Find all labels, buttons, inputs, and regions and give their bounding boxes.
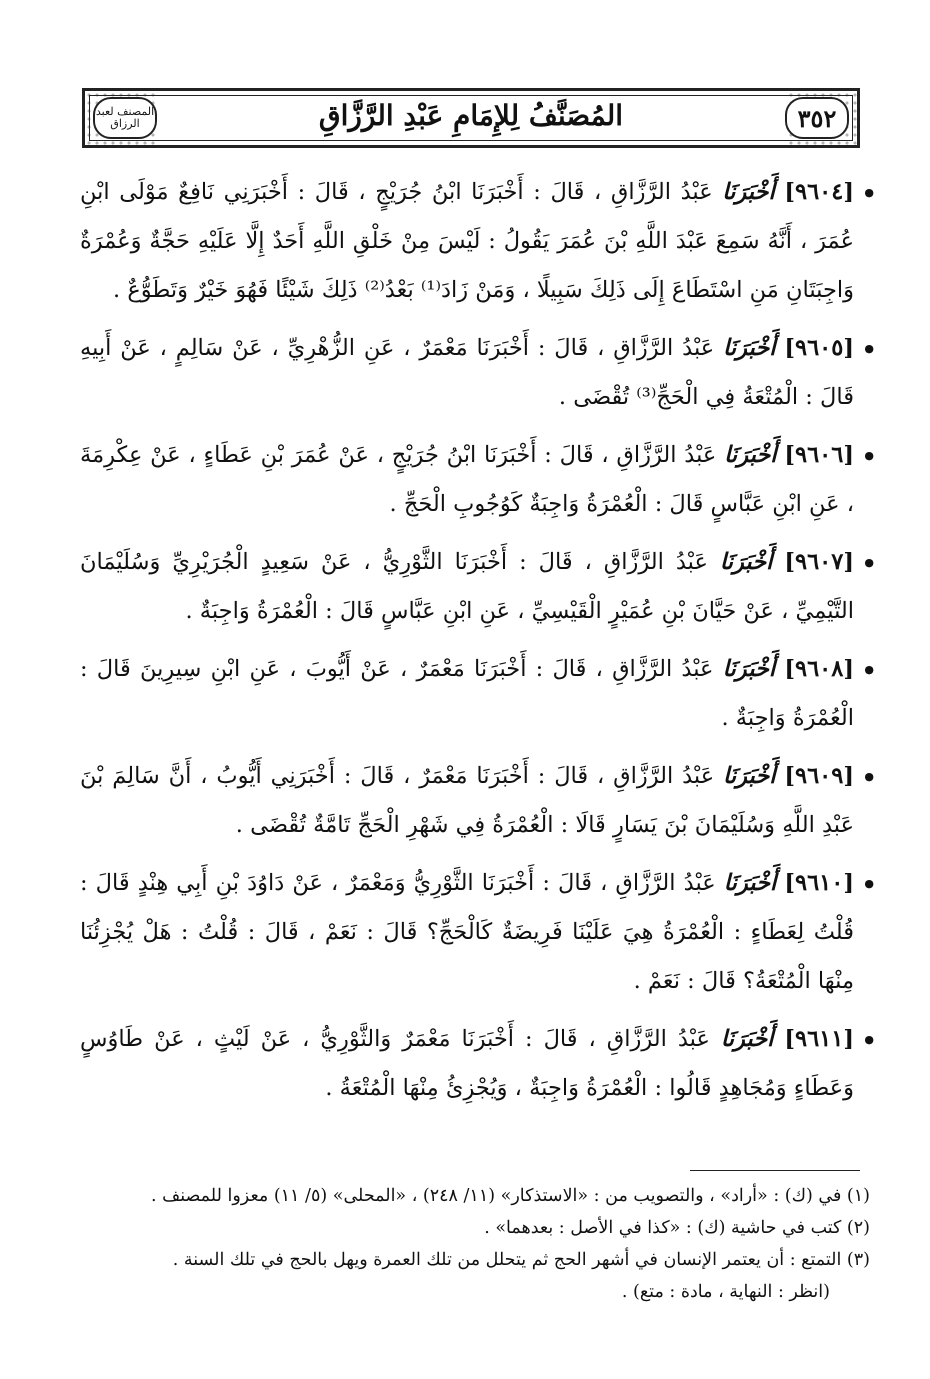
hadith-entry [80,324,860,422]
hadith-number: [٩٦٠٩] [784,763,855,789]
akhbarana-word: أَخْبَرَنَا [723,335,776,361]
akhbarana-word: أَخْبَرَنَا [723,763,776,789]
page-number: ٣٥٢ [785,97,849,139]
hadith-text: عَبْدُ الرَّزَّاقِ ، قَالَ : أَخْبَرَنَا ابْنُ جُرَيْجٍ ، قَالَ : أَخْبَرَنِي نَافِعٌ مَوْلَى ابْنِ عُمَرَ ، أَنَّهُ سَمِعَ عَبْدَ اللَّهِ بْنَ عُمَرَ يَقُولُ : لَيْسَ مِنْ خَلْقِ اللَّهِ أَحَدٌ إِلَّا عَلَيْهِ حَجَّةٌ وَعُمْرَةٌ وَاجِبَتَانِ مَنِ اسْتَطَاعَ إِلَى ذَلِكَ سَبِيلًا ، وَمَنْ زَادَ⁽¹⁾ بَعْدُ⁽²⁾ ذَلِكَ شَيْئًا فَهُوَ خَيْرٌ وَتَطَوُّعٌ . [80,179,854,303]
akhbarana-word: أَخْبَرَنَا [720,1026,774,1052]
hadith-number: [٩٦١١] [784,1026,855,1052]
hadith-entry [80,538,860,636]
akhbarana-word: أَخْبَرَنَا [724,442,777,468]
footnote-divider [690,1170,860,1171]
hadith-text: عَبْدُ الرَّزَّاقِ ، قَالَ : أَخْبَرَنَا مَعْمَرٌ ، عَنْ أَيُّوبَ ، عَنِ ابْنِ سِيرِينَ قَالَ : الْعُمْرَةُ وَاجِبَةٌ . [80,656,854,731]
page-header [82,88,860,148]
footnote: (٢) كتب في حاشية (ك) : «كذا في الأصل : بعدهما» . [484,1218,870,1238]
footnote: (١) في (ك) : «أراد» ، والتصويب من : «الاستذكار» (١١/ ٢٤٨) ، «المحلى» (٥/ ١١) معزوا للمصنف . [150,1186,870,1206]
hadith-list [80,168,860,1122]
hadith-text: عَبْدُ الرَّزَّاقِ ، قَالَ : أَخْبَرَنَا مَعْمَرٌ ، عَنِ الزُّهْرِيِّ ، عَنْ سَالِمٍ ، عَنْ أَبِيهِ قَالَ : الْمُتْعَةُ فِي الْحَجِّ⁽³⁾ تُقْضَى . [80,335,854,410]
footnote: (٣) التمتع : أن يعتمر الإنسان في أشهر الحج ثم يتحلل من تلك العمرة ويهل بالحج في تلك السنة . [172,1250,870,1270]
hadith-entry [80,168,860,315]
hadith-number: [٩٦٠٧] [784,549,855,575]
hadith-entry [80,1015,860,1113]
hadith-entry [80,859,860,1006]
akhbarana-word: أَخْبَرَنَا [722,656,776,682]
hadith-entry [80,752,860,850]
hadith-number: [٩٦٠٨] [784,656,855,682]
page-title: المُصَنَّفُ لِلإِمَامِ عَبْدِ الرَّزَّاقِ [318,99,624,132]
hadith-text: عَبْدُ الرَّزَّاقِ ، قَالَ : أَخْبَرَنَا مَعْمَرٌ وَالثَّوْرِيُّ ، عَنْ لَيْثٍ ، عَنْ طَاوُسٍ وَعَطَاءٍ وَمُجَاهِدٍ قَالُوا : الْعُمْرَةُ وَاجِبَةٌ ، وَيُجْزِئُ مِنْهَا الْمُتْعَةُ . [80,1026,854,1101]
hadith-number: [٩٦٠٦] [784,442,854,468]
seal-emblem: المصنف لعبد الرزاق [93,97,157,139]
hadith-text: عَبْدُ الرَّزَّاقِ ، قَالَ : أَخْبَرَنَا الثَّوْرِيُّ وَمَعْمَرٌ ، عَنْ دَاوُدَ بْنِ أَبِي هِنْدٍ قَالَ : قُلْتُ لِعَطَاءٍ : الْعُمْرَةُ هِيَ عَلَيْنَا فَرِيضَةٌ كَالْحَجِّ؟ قَالَ : نَعَمْ ، قَالَ : قُلْتُ : هَلْ يُجْزِئُنَا مِنْهَا الْمُتْعَةُ؟ قَالَ : نَعَمْ . [80,870,854,994]
hadith-entry [80,431,860,529]
akhbarana-word: أَخْبَرَنَا [719,549,773,575]
hadith-text: عَبْدُ الرَّزَّاقِ ، قَالَ : أَخْبَرَنَا ابْنُ جُرَيْجٍ ، عَنْ عُمَرَ بْنِ عَطَاءٍ ، عَنْ عِكْرِمَةَ ، عَنِ ابْنِ عَبَّاسٍ قَالَ : الْعُمْرَةُ وَاجِبَةٌ كَوُجُوبِ الْحَجِّ . [80,442,854,517]
akhbarana-word: أَخْبَرَنَا [722,179,775,205]
hadith-entry [80,645,860,743]
footnote: (انظر : النهاية ، مادة : متع) . [621,1282,830,1302]
hadith-number: [٩٦٠٤] [784,179,854,205]
akhbarana-word: أَخْبَرَنَا [723,870,777,896]
footnotes [80,1180,870,1308]
hadith-number: [٩٦٠٥] [784,335,855,361]
hadith-text: عَبْدُ الرَّزَّاقِ ، قَالَ : أَخْبَرَنَا مَعْمَرٌ ، قَالَ : أَخْبَرَنِي أَيُّوبُ ، أَنَّ سَالِمَ بْنَ عَبْدِ اللَّهِ وَسُلَيْمَانَ بْنَ يَسَارٍ قَالَا : الْعُمْرَةُ فِي شَهْرِ الْحَجِّ تَامَّةٌ تُقْضَى . [80,763,854,838]
hadith-number: [٩٦١٠] [784,870,855,896]
hadith-text: عَبْدُ الرَّزَّاقِ ، قَالَ : أَخْبَرَنَا الثَّوْرِيُّ ، عَنْ سَعِيدٍ الْجُرَيْرِيِّ وَسُلَيْمَانَ التَّيْمِيِّ ، عَنْ حَيَّانَ بْنِ عُمَيْرٍ الْقَيْسِيِّ ، عَنِ ابْنِ عَبَّاسٍ قَالَ : الْعُمْرَةُ وَاجِبَةٌ . [80,549,854,624]
